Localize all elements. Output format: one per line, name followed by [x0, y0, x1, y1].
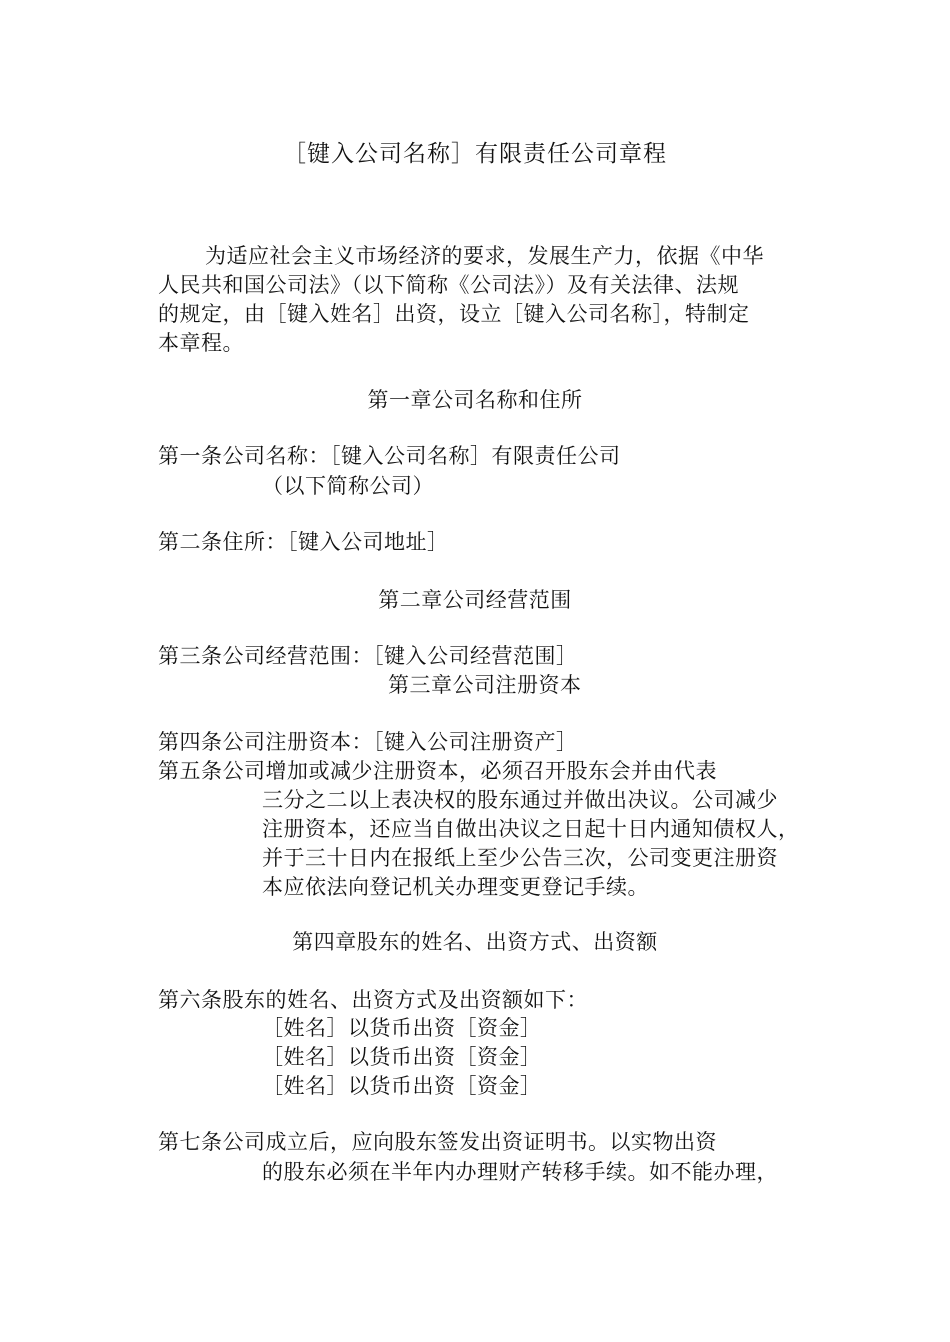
shareholder-item: ［姓名］以货币出资［资金］ — [262, 1045, 542, 1069]
chapter-1-heading: 第一章公司名称和住所 — [367, 388, 583, 412]
article-1-note: （以下简称公司） — [262, 474, 434, 498]
article-2: 第二条住所：［键入公司地址］ — [158, 530, 449, 554]
article-5-line: 注册资本，还应当自做出决议之日起十日内通知债权人， — [262, 817, 800, 841]
article-5-line: 三分之二以上表决权的股东通过并做出决议。公司减少 — [262, 788, 778, 812]
shareholder-item: ［姓名］以货币出资［资金］ — [262, 1016, 542, 1040]
article-7-line: 的股东必须在半年内办理财产转移手续。如不能办理， — [262, 1160, 778, 1184]
chapter-3-heading: 第三章公司注册资本 — [388, 673, 582, 697]
article-5-line: 本应依法向登记机关办理变更登记手续。 — [262, 875, 649, 899]
article-5-line: 第五条公司增加或减少注册资本，必须召开股东会并由代表 — [158, 759, 717, 783]
preamble-line: 本章程。 — [158, 331, 244, 355]
document-title: ［键入公司名称］有限责任公司章程 — [283, 141, 667, 167]
article-5-line: 并于三十日内在报纸上至少公告三次，公司变更注册资 — [262, 846, 778, 870]
chapter-2-heading: 第二章公司经营范围 — [378, 588, 572, 612]
preamble-line: 的规定，由［键入姓名］出资，设立［键入公司名称］，特制定 — [158, 302, 750, 326]
article-3: 第三条公司经营范围：［键入公司经营范围］ — [158, 644, 578, 668]
preamble-line: 为适应社会主义市场经济的要求，发展生产力，依据《中华 — [205, 244, 764, 268]
shareholder-item: ［姓名］以货币出资［资金］ — [262, 1074, 542, 1098]
article-1: 第一条公司名称：［键入公司名称］有限责任公司 — [158, 444, 621, 468]
article-4: 第四条公司注册资本：［键入公司注册资产］ — [158, 730, 578, 754]
article-7-line: 第七条公司成立后，应向股东签发出资证明书。以实物出资 — [158, 1130, 717, 1154]
preamble-line: 人民共和国公司法》（以下简称《公司法》）及有关法律、法规 — [158, 273, 739, 297]
article-6: 第六条股东的姓名、出资方式及出资额如下： — [158, 988, 588, 1012]
chapter-4-heading: 第四章股东的姓名、出资方式、出资额 — [292, 930, 658, 954]
